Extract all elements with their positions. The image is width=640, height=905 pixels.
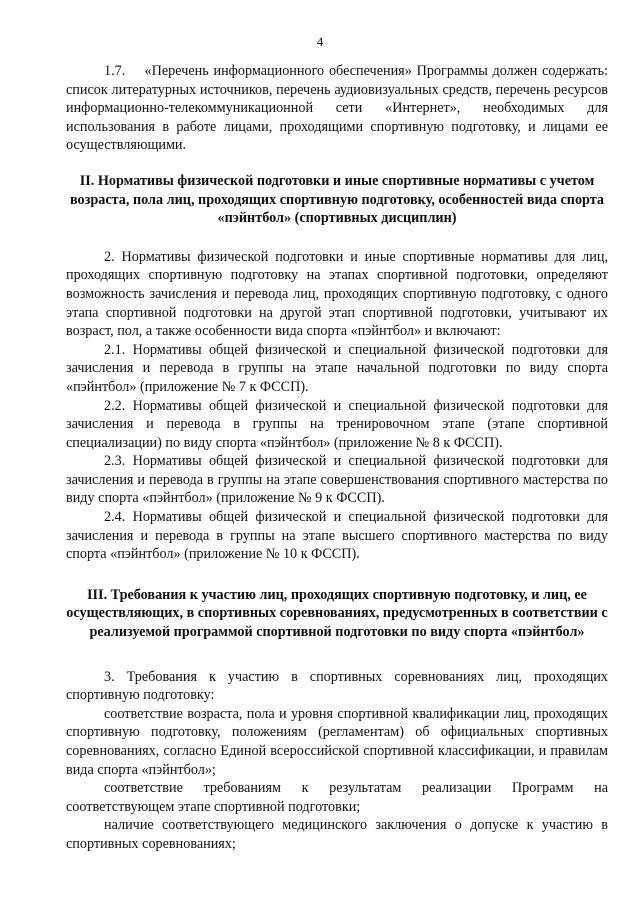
paragraph-3: 3. Требования к участию в спортивных соревнованиях лиц, проходящих спортивную подготовку: <box>66 668 608 704</box>
section-2-heading: II. Нормативы физической подготовки и иные спортивные нормативы с учетом возраста, пола лиц, проходящих спортивную подготовку, особенностей вида спорта «пэйнтбол» (спортивных дисциплин) <box>69 172 604 227</box>
requirement-item-1: соответствие возраста, пола и уровня спортивной квалификации лиц, проходящих спортивную подготовку, положениям (регламентам) об официальных спортивных соревнованиях, согласно Единой всероссийской спортивной классификации, и правилам вида спорта «пэйнтбол»; <box>66 705 608 778</box>
requirement-item-2: соответствие требованиям к результатам реализации Программ на соответствующем этапе спортивной подготовки; <box>66 780 608 815</box>
section-3-heading: III. Требования к участию лиц, проходящих спортивную подготовку, и лиц, ее осуществляющих, в спортивных соревнованиях, предусмотренных в соответствии с реализуемой программой спортивной подготовки по виду спорта «пэйнтбол» <box>66 586 608 641</box>
paragraph-2-4: 2.4. Нормативы общей физической и специальной физической подготовки для зачисления и перевода в группы на этапе высшего спортивного мастерства по виду спорта «пэйнтбол» (приложение № 10 к ФССП). <box>66 509 608 563</box>
paragraph-2: 2. Нормативы физической подготовки и иные спортивные нормативы для лиц, проходящих спортивную подготовку на этапах спортивной подготовки, определяют возможность зачисления и перевода лиц, проходящих спортивную подготовку, с одного этапа спортивной подготовки на другой этап спортивной подготовки, учитывают их возраст, пол, а также особенности вида спорта «пэйнтбол» и включают: <box>66 248 608 340</box>
paragraph-2-2: 2.2. Нормативы общей физической и специальной физической подготовки для зачисления и перевода в группы на тренировочном этапе (этапе спортивной специализации) по виду спорта «пэйнтбол» (приложение № 8 к ФССП). <box>66 397 608 451</box>
paragraph-2-3: 2.3. Нормативы общей физической и специальной физической подготовки для зачисления и перевода в группы на этапе совершенствования спортивного мастерства по виду спорта «пэйнтбол» (приложение № 9 к ФССП). <box>66 453 608 507</box>
paragraph-1-7: 1.7. «Перечень информационного обеспечения» Программы должен содержать: список литературных источников, перечень аудиовизуальных средств, перечень ресурсов информационно-телекоммуникационной сети «Интернет», необходимых для использования в работе лицами, проходящими спортивную подготовку, и лицами ее осуществляющими. <box>66 63 608 154</box>
requirement-item-3: наличие соответствующего медицинского заключения о допуске к участию в спортивных соревнованиях; <box>66 817 608 852</box>
document-body <box>66 62 608 854</box>
page-number: 4 <box>316 34 324 49</box>
paragraph-2-1: 2.1. Нормативы общей физической и специальной физической подготовки для зачисления и перевода в группы на этапе начальной подготовки по виду спорта «пэйнтбол» (приложение № 7 к ФССП). <box>66 341 608 395</box>
